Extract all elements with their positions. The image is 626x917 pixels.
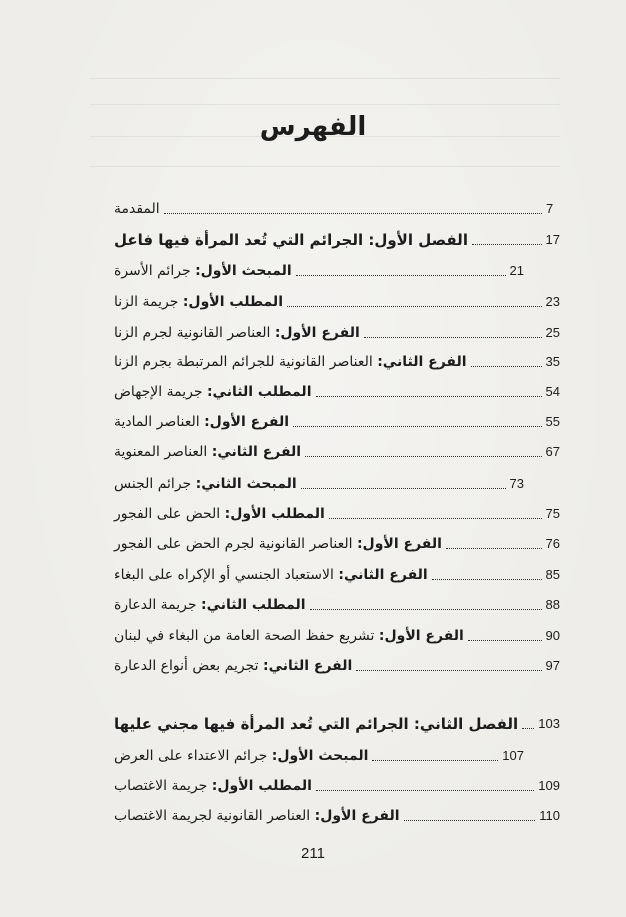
toc-entry-label: الفرع الأول: — [274, 325, 360, 341]
toc-entry-introduction — [114, 195, 560, 219]
toc-entry-section — [114, 470, 524, 494]
leader-dots — [316, 789, 534, 791]
toc-entry-subsection — [114, 772, 560, 796]
page-number-footer: 211 — [301, 845, 325, 862]
leader-dots — [301, 487, 506, 489]
toc-entry-title: العناصر القانونية لجرم الحض على الفجور — [114, 536, 353, 552]
leader-dots — [316, 395, 542, 397]
toc-page-number: 85 — [545, 567, 560, 582]
toc-entry-label: المطلب الأول: — [182, 294, 283, 310]
toc-entry-text — [114, 565, 428, 585]
toc-entry-title: الحض على الفجور — [114, 506, 221, 522]
toc-entry-text — [114, 292, 283, 312]
toc-entry-branch — [114, 348, 560, 372]
toc-entry-title: جريمة الاغتصاب — [114, 778, 208, 794]
toc-entry-text — [114, 714, 518, 734]
toc-page-number: 107 — [502, 748, 524, 763]
toc-page-number: 35 — [545, 354, 560, 369]
leader-dots — [471, 365, 542, 367]
toc-entry-label: الفرع الثاني: — [338, 567, 428, 583]
toc-entry-text — [114, 746, 368, 766]
leader-dots — [310, 608, 542, 610]
toc-entry-title: العناصر القانونية للجرائم المرتبطة بجرم الزنا — [114, 354, 373, 370]
toc-entry-title: تشريع حفظ الصحة العامة من البغاء في لبنان — [114, 628, 375, 644]
toc-entry-title: تجريم بعض أنواع الدعارة — [114, 658, 259, 674]
toc-entry-chapter-1 — [114, 226, 560, 250]
toc-entry-label: الفرع الأول: — [356, 536, 442, 552]
toc-entry-title: جريمة الزنا — [114, 294, 179, 310]
toc-entry-branch — [114, 622, 560, 646]
toc-entry-subsection — [114, 591, 560, 615]
toc-entry-branch — [114, 438, 560, 462]
toc-entry-subsection — [114, 288, 560, 312]
toc-entry-text — [114, 199, 160, 219]
toc-entry-title: المقدمة — [114, 201, 160, 217]
leader-dots — [372, 759, 498, 761]
toc-entry-section — [114, 742, 524, 766]
leader-dots — [329, 517, 542, 519]
toc-entry-subsection — [114, 378, 560, 402]
toc-entry-label: المبحث الأول: — [195, 263, 292, 279]
toc-entry-label: الفرع الثاني: — [377, 354, 467, 370]
toc-entry-text — [114, 442, 301, 462]
toc-entry-text — [114, 323, 360, 343]
toc-entry-section — [114, 257, 524, 281]
toc-entry-label: المطلب الثاني: — [201, 597, 306, 613]
toc-entry-label: الفرع الأول: — [378, 628, 464, 644]
leader-dots — [287, 305, 542, 307]
page-title: الفهرس — [259, 112, 367, 142]
toc-page-number: 75 — [545, 506, 560, 521]
toc-entry-title: الاستعباد الجنسي أو الإكراه على البغاء — [114, 567, 334, 583]
toc-entry-title: العناصر المادية — [114, 414, 200, 430]
leader-dots — [364, 336, 542, 338]
leader-dots — [293, 425, 542, 427]
toc-entry-title: العناصر القانونية لجريمة الاغتصاب — [114, 808, 311, 824]
leader-dots — [522, 727, 534, 729]
toc-entry-title: جرائم الجنس — [114, 476, 192, 492]
toc-entry-title: العناصر القانونية لجرم الزنا — [114, 325, 271, 341]
toc-page-number: 103 — [538, 716, 560, 731]
toc-page-number: 110 — [539, 808, 560, 823]
toc-entry-text — [114, 776, 312, 796]
toc-entry-text — [114, 382, 312, 402]
leader-dots — [356, 669, 541, 671]
toc-page-number: 67 — [545, 444, 560, 459]
toc-entry-title: الفصل الأول: الجرائم التي تُعد المرأة فيها فاعل — [114, 231, 468, 249]
toc-entry-branch — [114, 561, 560, 585]
toc-page-number: 55 — [545, 414, 560, 429]
leader-dots — [296, 274, 506, 276]
toc-entry-subsection — [114, 500, 560, 524]
toc-entry-text — [114, 534, 442, 554]
toc-entry-text — [114, 656, 352, 676]
leader-dots — [432, 578, 542, 580]
toc-entry-text — [114, 806, 400, 826]
toc-page-number: 88 — [545, 597, 560, 612]
toc-entry-branch — [114, 408, 560, 432]
leader-dots — [472, 243, 542, 245]
toc-page-number: 73 — [509, 476, 524, 491]
toc-entry-label: الفرع الأول: — [204, 414, 290, 430]
toc-entry-label: المبحث الثاني: — [195, 476, 297, 492]
toc-page-number: 76 — [545, 536, 560, 551]
toc-entry-branch — [114, 652, 560, 676]
toc-entry-title: جريمة الدعارة — [114, 597, 197, 613]
toc-entry-title: الفصل الثاني: الجرائم التي تُعد المرأة فيها مجني عليها — [114, 715, 519, 733]
toc-entry-text — [114, 412, 289, 432]
toc-entry-text — [114, 626, 464, 646]
toc-entry-label: المبحث الأول: — [271, 748, 369, 764]
toc-page-number: 21 — [509, 263, 524, 278]
toc-entry-text — [114, 595, 306, 615]
toc-page-number: 7 — [546, 201, 554, 216]
toc-entry-chapter-2 — [114, 710, 560, 734]
toc-entry-label: الفرع الأول: — [314, 808, 400, 824]
toc-entry-text — [114, 230, 468, 250]
toc-entry-title: العناصر المعنوية — [114, 444, 208, 460]
leader-dots — [164, 212, 542, 214]
toc-page-number: 25 — [545, 325, 560, 340]
toc-page-number: 109 — [538, 778, 560, 793]
toc-page-number: 97 — [545, 658, 560, 673]
toc-page-number: 90 — [545, 628, 560, 643]
toc-page-number: 54 — [545, 384, 560, 399]
toc-entry-text — [114, 261, 292, 281]
toc-page-number: 17 — [545, 232, 560, 247]
toc-entry-text — [114, 474, 297, 494]
leader-dots — [446, 547, 542, 549]
toc-entry-label: الفرع الثاني: — [262, 658, 353, 674]
toc-entry-text — [114, 352, 467, 372]
leader-dots — [468, 639, 542, 641]
leader-dots — [305, 455, 541, 457]
toc-entry-text — [114, 504, 325, 524]
toc-entry-title: جريمة الإجهاض — [114, 384, 203, 400]
toc-entry-label: المطلب الأول: — [224, 506, 325, 522]
toc-entry-label: الفرع الثاني: — [211, 444, 302, 460]
toc-page-number: 23 — [545, 294, 560, 309]
leader-dots — [404, 819, 536, 821]
toc-entry-title: جرائم الاعتداء على العرض — [114, 748, 268, 764]
toc-entry-title: جرائم الأسرة — [114, 263, 191, 279]
toc-entry-label: المطلب الثاني: — [206, 384, 312, 400]
toc-entry-branch — [114, 530, 560, 554]
toc-entry-branch — [114, 319, 560, 343]
toc-entry-branch — [114, 802, 560, 826]
toc-entry-label: المطلب الأول: — [211, 778, 312, 794]
